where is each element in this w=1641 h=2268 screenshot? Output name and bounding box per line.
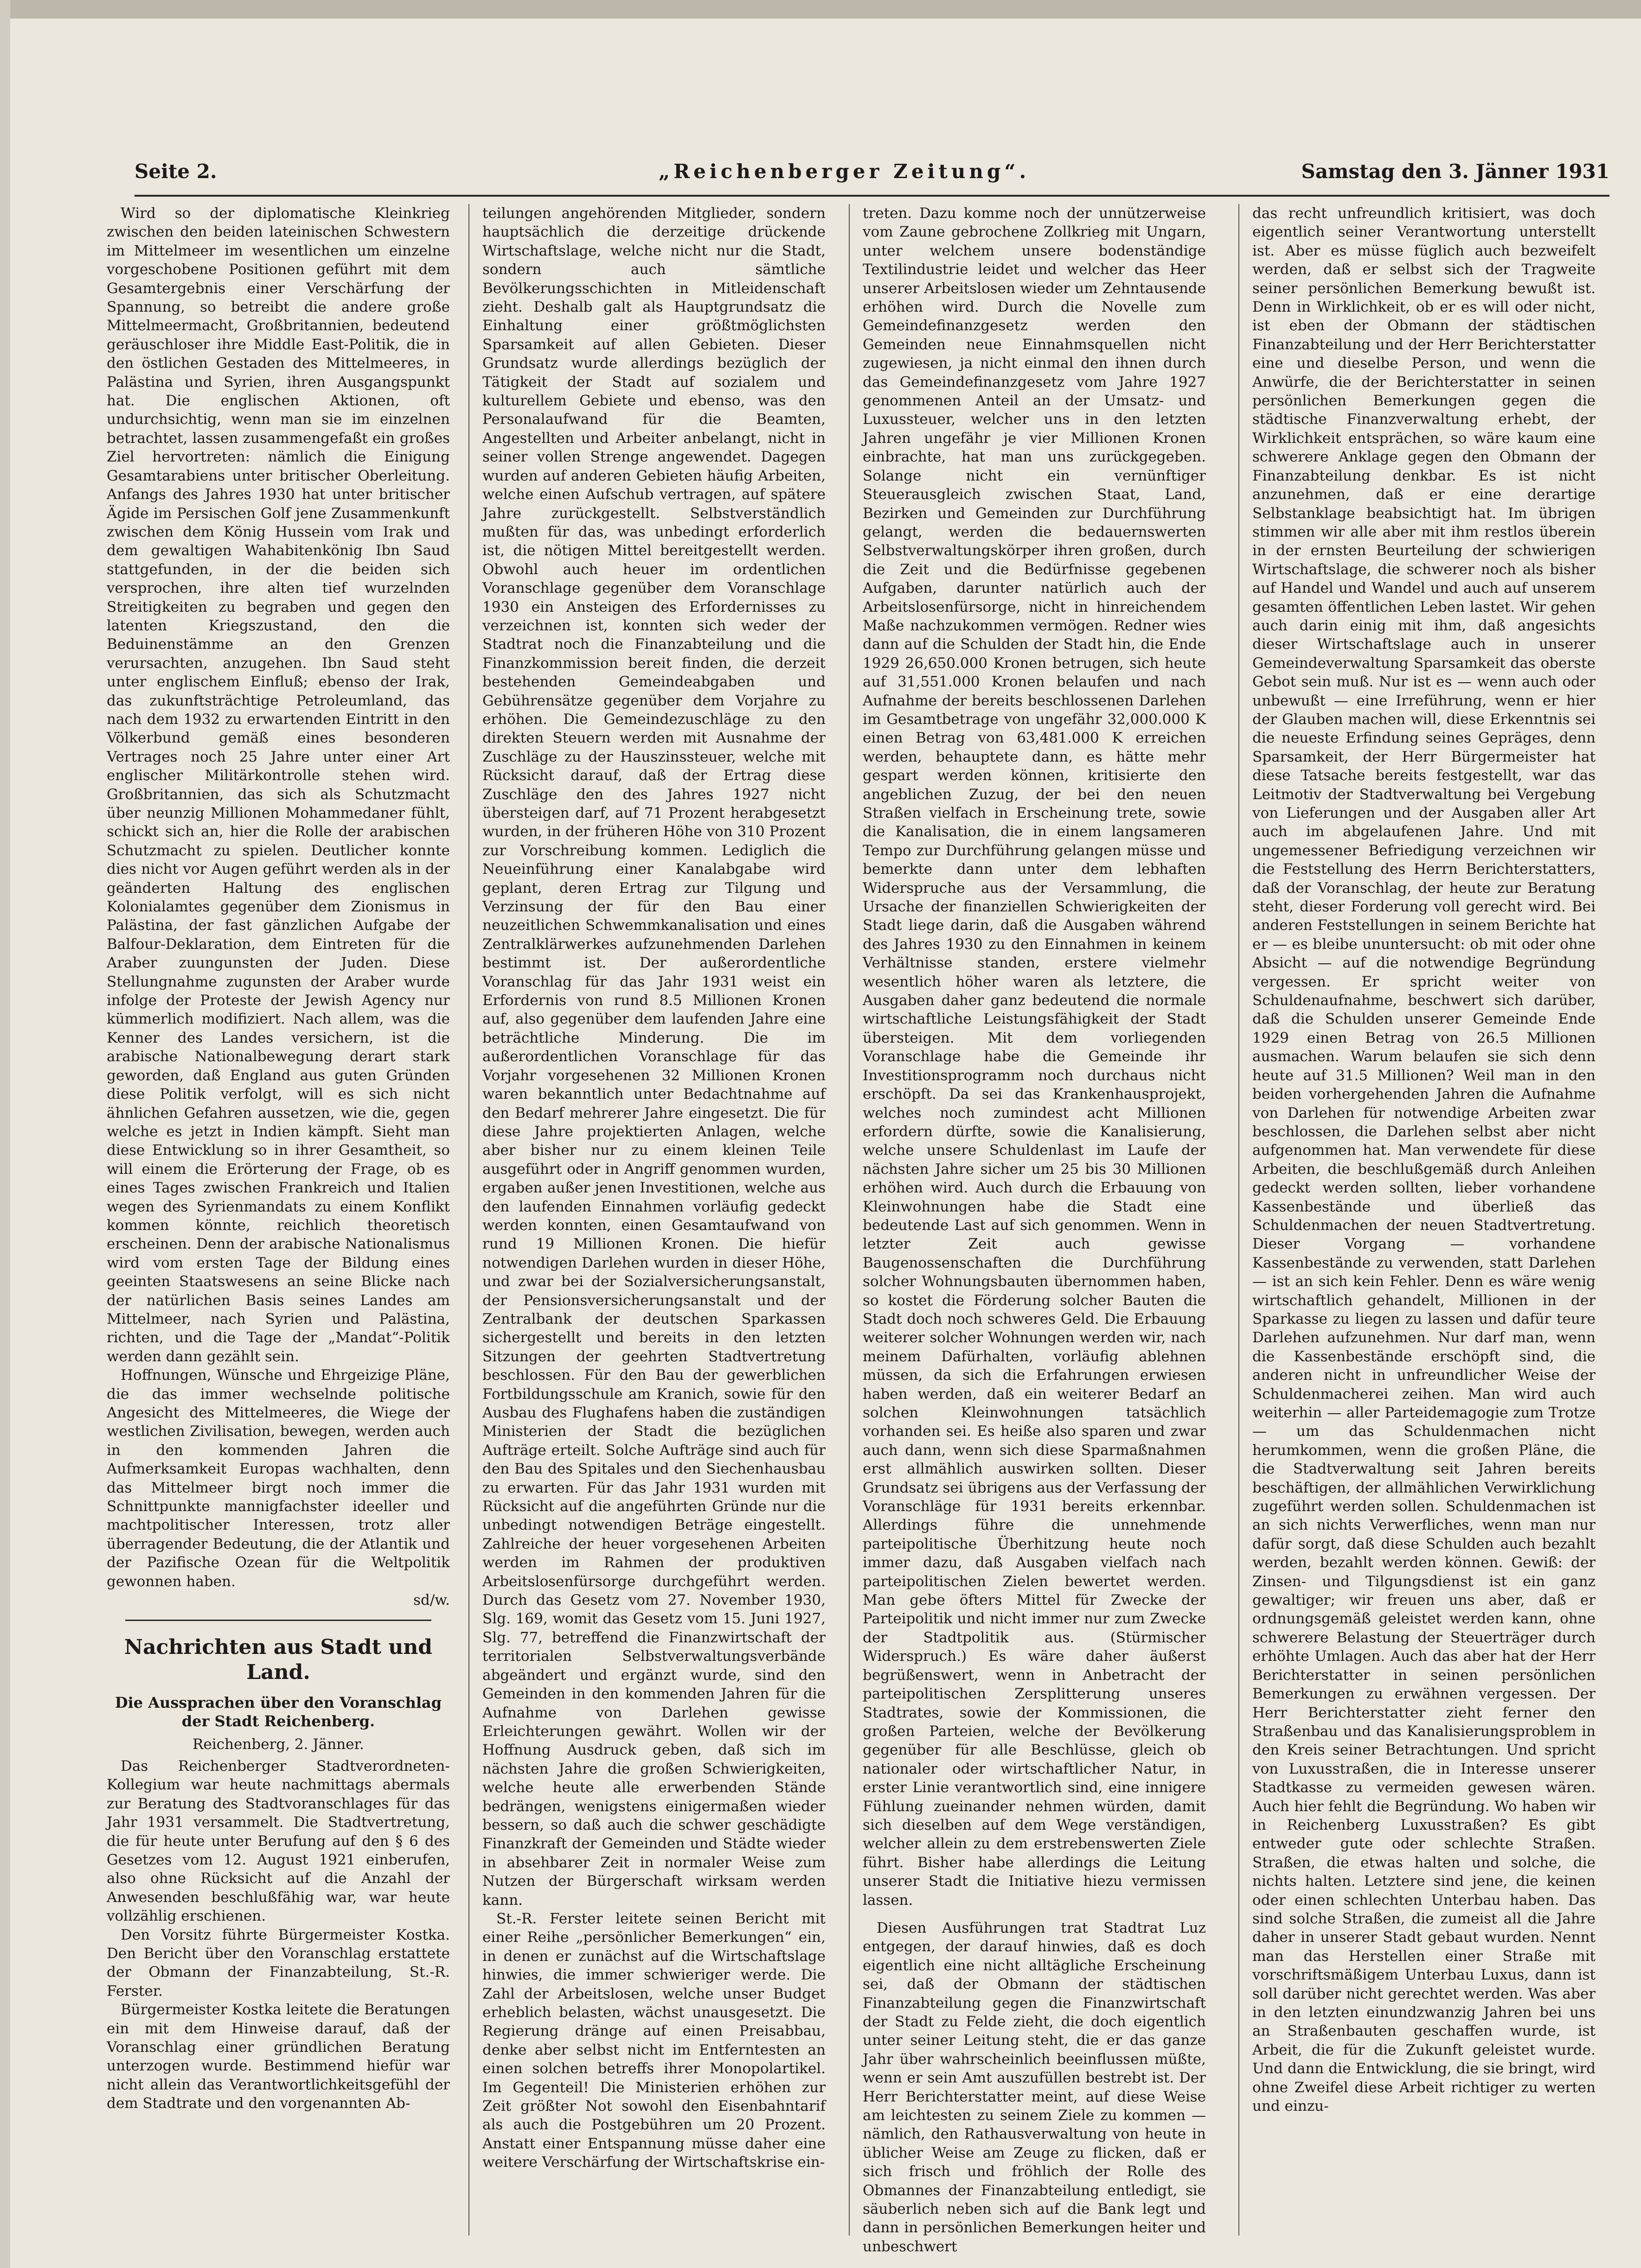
scan-edge-top (0, 0, 1641, 19)
column-1 (107, 204, 450, 2236)
column-divider (1238, 204, 1239, 2236)
section-title: Nachrichten aus Stadt und Land. (124, 1635, 433, 1685)
page-header (135, 160, 1609, 192)
article-paragraph: Das Reichenberger Stadtverordneten-Kollegium war heute nachmittags abermals zur Beratung des Stadtvoranschlages für das Jahr 1931 versammelt. Die Stadtvertretung, die für heute unter Berufung auf den § 6 des Gesetzes vom 12. August 1921 einberufen, also ohne Rücksicht auf die Anzahl der Anwesenden beschlußfähig war, war heute vollzählig erschienen. (107, 1757, 450, 1925)
column-divider (468, 204, 469, 2236)
column-4 (1252, 204, 1596, 2236)
article-headline: Die Aussprachen über den Voranschlag der Stadt Reichenberg. (115, 1694, 442, 1730)
article-paragraph: Den Vorsitz führte Bürgermeister Kostka. Den Bericht über den Voranschlag erstattete der Obmann der Finanzabteilung, St.-R. Ferster. (107, 1926, 450, 1999)
column-divider (849, 204, 850, 2236)
dateline: Reichenberg, 2. Jänner. (192, 1736, 364, 1753)
article-paragraph: Diesen Ausführungen trat Stadtrat Luz entgegen, der darauf hinwies, daß es doch eigentlich eine nicht alltägliche Erscheinung sei, daß der Obmann der städtischen Finanzabteilung gegen die Finanzwirtschaft der Stadt zu Felde zieht, die doch eigentlich unter seiner Leitung steht, die er das ganze Jahr über wahrscheinlich beeinflussen müßte, wenn er sein Amt auszufüllen bestrebt ist. Der Herr Berichterstatter meint, auf diese Weise am leichtesten zu seinem Ziele zu kommen — nämlich, den Rathausverwaltung von heute in üblicher Weise am Zeuge zu flicken, daß er sich frisch und fröhlich der Rolle des Obmannes der Finanzabteilung entledigt, sie säuberlich neben sich auf die Bank legt und dann in persönlichen Bemerkungen heiter und unbeschwert (863, 1919, 1206, 2255)
page-number: Seite 2. (135, 160, 217, 183)
column-3 (863, 204, 1206, 2255)
scan-edge-left (0, 0, 10, 2268)
article-paragraph: das recht unfreundlich kritisiert, was doch eigentlich seiner Verantwortung unterstellt ist. Aber es müsse füglich auch bezweifelt werden, daß er selbst sich der Tragweite seiner persönlichen Bemerkung bewußt ist. Denn in Wirklichkeit, ob er es will oder nicht, ist eben der Obmann der städtischen Finanzabteilung und der Herr Berichterstatter eine und dieselbe Person, und wenn die Anwürfe, die der Berichterstatter in seinen persönlichen Bemerkungen gegen die städtische Finanzverwaltung erhebt, der Wirklichkeit entsprächen, so wäre kaum eine schwerere Anklage gegen den Obmann der Finanzabteilung denkbar. Es ist nicht anzunehmen, daß er eine derartige Selbstanklage beabsichtigt hat. Im übrigen stimmen wir alle aber mit ihm restlos überein in der ernsten Beurteilung der schwierigen Wirtschaftslage, die schwerer noch als bisher auf Handel und Wandel und auch auf unserem gesamten öffentlichen Leben lastet. Wir gehen auch darin einig mit ihm, daß angesichts dieser Wirtschaftslage auch in unserer Gemeindeverwaltung Sparsamkeit das oberste Gebot sein muß. Nur ist es — wenn auch oder unbewußt — eine Irreführung, wenn er hier der Glauben machen will, diese Erkenntnis sei die neueste Erfindung seines Gepräges, denn Sparsamkeit, der Herr Bürgermeister hat diese Tatsache bereits festgestellt, war das Leitmotiv der Stadtverwaltung bei Vergebung von Lieferungen und der Ausgaben aller Art auch im abgelaufenen Jahre. Und mit ungemessener Befriedigung verzeichnen wir die Feststellung des Herrn Berichterstatters, daß der Voranschlag, der heute zur Beratung steht, dieser Forderung voll gerecht wird. Bei anderen Feststellungen in seinem Berichte hat er — es bleibe ununtersucht: ob mit oder ohne Absicht — auf die notwendige Begründung vergessen. Er spricht weiter von Schuldenaufnahme, beschwert sich darüber, daß die Schulden unserer Gemeinde Ende 1929 einen Betrag von 26.5 Millionen ausmachen. Warum belaufen sie sich denn heute auf 31.5 Millionen? Weil man in den beiden vorhergehenden Jahren die Aufnahme von Darlehen für notwendige Arbeiten zwar beschlossen, die Darlehen selbst aber nicht aufgenommen hat. Man verwendete für diese Arbeiten, die beschlußgemäß durch Anleihen gedeckt werden sollten, lieber vorhandene Kassenbestände und überließ das Schuldenmachen der neuen Stadtvertretung. Dieser Vorgang — vorhandene Kassenbestände zu verwenden, statt Darlehen — ist an sich kein Fehler. Denn es wäre wenig wirtschaftlich gehandelt, Millionen in der Sparkasse zu liegen zu lassen und dafür teure Darlehen aufzunehmen. Nur darf man, wenn die Kassenbestände erschöpft sind, die anderen nicht in unfreundlicher Weise der Schuldenmacherei zeihen. Man wird auch weiterhin — aller Parteidemagogie zum Trotze — um das Schuldenmachen nicht herumkommen, wenn die großen Pläne, die die Stadtverwaltung seit Jahren bereits beschäftigen, der allmählichen Verwirklichung zugeführt werden sollen. Schuldenmachen ist an sich nichts Verwerfliches, wenn man nur dafür sorgt, daß diese Schulden auch bezahlt werden, bezahlt werden können. Gewiß: der Zinsen- und Tilgungsdienst ist ein ganz gewaltiger; wir freuen uns aber, daß er ordnungsgemäß geleistet werden kann, ohne schwerere Belastung der Steuerträger durch erhöhte Umlagen. Auch das aber hat der Herr Berichterstatter in seinen persönlichen Bemerkungen zu erwähnen vergessen. Der Herr Berichterstatter zieht ferner den Straßenbau und das Kanalisierungsproblem in den Kreis seiner Betrachtungen. Und spricht von Luxusstraßen, die in Interesse unserer Stadtkasse zu vermeiden gewesen wären. Auch hier fehlt die Begründung. Wo haben wir in Reichenberg Luxusstraßen? Es gibt entweder gute oder schlechte Straßen. Straßen, die etwas halten und solche, die nichts halten. Letztere sind jene, die keinen oder einen schlechten Unterbau haben. Das sind solche Straßen, die zumeist all die Jahre daher in unserer Stadt gebaut wurden. Nennt man das Herstellen einer Straße mit vorschriftsmäßigem Unterbau Luxus, dann ist soll darüber nicht gerechtet werden. Was aber in den letzten einundzwanzig Jahren bei uns an Straßenbauten geschaffen wurde, ist Arbeit, die für die Zukunft geleistet wurde. Und dann die Entwicklung, die sie bringt, wird ohne Zweifel diese Arbeit richtiger zu werten und einzu- (1252, 205, 1596, 2115)
column-2 (482, 204, 826, 2236)
article-paragraph: Hoffnungen, Wünsche und Ehrgeizige Pläne, die das immer wechselnde politische Angesicht des Mittelmeeres, die Wiege der westlichen Zivilisation, bewegen, werden auch in den kommenden Jahren die Aufmerksamkeit Europas wachhalten, denn das Mittelmeer birgt noch immer die Schnittpunkte mannigfachster ideeller und machtpolitischer Interessen, trotz aller überragender Bedeutung, die der Atlantik und der Pazifische Ozean für die Weltpolitik gewonnen haben. (107, 1367, 450, 1590)
article-paragraph: Bürgermeister Kostka leitete die Beratungen ein mit dem Hinweise darauf, daß der Voranschlag einer gründlichen Beratung unterzogen wurde. Bestimmend hiefür war nicht allein das Verantwortlichkeitsgefühl der dem Stadtrate und den vorgenannten Ab- (107, 2001, 450, 2112)
article-paragraph: Wird so der diplomatische Kleinkrieg zwischen den beiden lateinischen Schwestern im Mittelmeer im wesentlichen um einzelne vorgeschobene Positionen geführt mit dem Gesamtergebnis einer Verschärfung der Spannung, so betreibt die andere große Mittelmeermacht, Großbritannien, bedeutend geräuschloser ihre Middle East-Politik, die in den östlichen Gestaden des Mittelmeeres, in Palästina und Syrien, ihren Ausgangspunkt hat. Die englischen Aktionen, oft undurchsichtig, wenn man sie im einzelnen betrachtet, lassen zusammengefaßt ein großes Ziel hervortreten: nämlich die Einigung Gesamtarabiens unter britischer Oberleitung. Anfangs des Jahres 1930 hat unter britischer Ägide im Persischen Golf jene Zusammenkunft zwischen dem König Hussein vom Irak und dem gewaltigen Wahabitenkönig Ibn Saud stattgefunden, in der die beiden sich versprochen, ihre alten tief wurzelnden Streitigkeiten zu begraben und gegen den latenten Kriegszustand, den die Beduinenstämme an den Grenzen verursachten, anzugehen. Ibn Saud steht unter englischem Einfluß; ebenso der Irak, das zukunftsträchtige Petroleumland, das nach dem 1932 zu erwartenden Eintritt in den Völkerbund gemäß eines besonderen Vertrages noch 25 Jahre unter einer Art englischer Militärkontrolle stehen wird. Großbritannien, das sich als Schutzmacht über neunzig Millionen Mohammedaner fühlt, schickt sich an, hier die Rolle der arabischen Schutzmacht zu spielen. Deutlicher konnte dies nicht vor Augen geführt werden als in der geänderten Haltung des englischen Kolonialamtes gegenüber dem Zionismus in Palästina, der fast gänzlichen Aufgabe der Balfour-Deklaration, dem Eintreten für die Araber zuungunsten der Juden. Diese Stellungnahme zugunsten der Araber wurde infolge der Proteste der Jewish Agency nur kümmerlich modifiziert. Nach allem, was die Kenner des Landes versichern, ist die arabische Nationalbewegung derart stark geworden, daß England aus guten Gründen diese Politik verfolgt, will es sich nicht ähnlichen Gefahren aussetzen, wie die, gegen welche es jetzt in Indien kämpft. Sieht man diese Entwicklung so in ihrer Gesamtheit, so will einem die Erörterung der Frage, ob es eines Tages zwischen Frankreich und Italien wegen des Syrienmandats zu einem Konflikt kommen könnte, reichlich theoretisch erscheinen. Denn der arabische Nationalismus wird vom ersten Tage der Bildung eines geeinten Staatswesens an seine Blicke nach der natürlichen Basis seines Landes am Mittelmeer, nach Syrien und Palästina, richten, und die Tage der „Mandat“-Politik werden dann gezählt sein. (107, 205, 450, 1365)
section-rule (125, 1620, 431, 1621)
issue-date: Samstag den 3. Jänner 1931 (1301, 160, 1609, 183)
article-paragraph: teilungen angehörenden Mitglieder, sondern hauptsächlich die derzeitige drückende Wirtschaftslage, welche nicht nur die Stadt, sondern auch sämtliche Bevölkerungsschichten in Mitleidenschaft zieht. Deshalb galt als Hauptgrundsatz die Einhaltung einer größtmöglichsten Sparsamkeit auf allen Gebieten. Dieser Grundsatz wurde allerdings bezüglich der Tätigkeit der Stadt auf sozialem und kulturellem Gebiete und ebenso, was den Personalaufwand für die Beamten, Angestellten und Arbeiter anbelangt, nicht in seiner vollen Strenge angewendet. Dagegen wurden auf anderen Gebieten häufig Arbeiten, welche einen Aufschub vertragen, auf spätere Jahre zurückgestellt. Selbstverständlich mußten für das, was unbedingt erforderlich ist, die nötigen Mittel bereitgestellt werden. Obwohl auch heuer im ordentlichen Voranschlage gegenüber dem Voranschlage 1930 ein Ansteigen des Erfordernisses zu verzeichnen ist, konnten sich weder der Stadtrat noch die Finanzabteilung und die Finanzkommission bereit finden, die derzeit bestehenden Gemeindeabgaben und Gebührensätze gegenüber dem Vorjahre zu erhöhen. Die Gemeindezuschläge zu den direkten Steuern werden mit Ausnahme der Zuschläge zu der Hauszinssteuer, welche mit Rücksicht darauf, daß der Ertrag diese Zuschläge den des Jahres 1927 nicht übersteigen darf, auf 71 Prozent herabgesetzt wurden, in der früheren Höhe von 310 Prozent zur Vorschreibung kommen. Lediglich die Neueinführung einer Kanalabgabe wird geplant, deren Ertrag zur Tilgung und Verzinsung der für den Bau einer neuzeitlichen Schwemmkanalisation und eines Zentralklärwerkes aufzunehmenden Darlehen bestimmt ist. Der außerordentliche Voranschlag für das Jahr 1931 weist ein Erfordernis von rund 8.5 Millionen Kronen auf, also gegenüber dem laufenden Jahre eine beträchtliche Minderung. Die im außerordentlichen Voranschlage für das Vorjahr vorgesehenen 32 Millionen Kronen waren bekanntlich unter Bedachtnahme auf den Bedarf mehrerer Jahre eingesetzt. Die für diese Jahre projektierten Anlagen, welche aber bisher nur zu einem kleinen Teile ausgeführt oder in Angriff genommen wurden, ergaben außer jenen Investitionen, welche aus den laufenden Einnahmen vorläufig gedeckt werden konnten, einen Gesamtaufwand von rund 19 Millionen Kronen. Die hiefür notwendigen Darlehen wurden in dieser Höhe, und zwar bei der Sozialversicherungsanstalt, der Pensionsversicherungsanstalt und der Zentralbank der deutschen Sparkassen sichergestellt und bereits in den letzten Sitzungen der geehrten Stadtvertretung beschlossen. Für den Bau der gewerblichen Fortbildungsschule am Kranich, sowie für den Ausbau des Flughafens haben die zuständigen Ministerien der Stadt die bezüglichen Aufträge erteilt. Solche Aufträge sind auch für den Bau des Spitales und den Siechenhausbau zu erwarten. Für das Jahr 1931 wurden mit Rücksicht auf die angeführten Gründe nur die unbedingt notwendigen Beträge eingestellt. Zahlreiche der heuer vorgesehenen Arbeiten werden im Rahmen der produktiven Arbeitslosenfürsorge durchgeführt werden. Durch das Gesetz vom 27. November 1930, Slg. 169, womit das Gesetz vom 15. Juni 1927, Slg. 77, betreffend die Finanzwirtschaft der territorialen Selbstverwaltungsverbände abgeändert und ergänzt wurde, sind den Gemeinden in den kommenden Jahren für die Aufnahme von Darlehen gewisse Erleichterungen gewährt. Wollen wir der Hoffnung Ausdruck geben, daß sich im nächsten Jahre die großen Schwierigkeiten, welche heute alle erwerbenden Stände bedrängen, wenigstens einigermaßen wieder bessern, so daß auch die schwer geschädigte Finanzkraft der Gemeinden und Städte wieder in absehbarer Zeit in normaler Weise zum Nutzen der Bürgerschaft wirksam werden kann. (482, 205, 826, 1909)
header-rule (135, 195, 1609, 197)
article-paragraph: St.-R. Ferster leitete seinen Bericht mit einer Reihe „persönlicher Bemerkungen“ ein, in denen er zunächst auf die Wirtschaftslage hinwies, die immer schwieriger werde. Die Zahl der Arbeitslosen, welche unser Budget erheblich belasten, wächst unausgesetzt. Die Regierung dränge auf einen Preisabbau, denke aber selbst nicht im Entferntesten an einen solchen betreffs ihrer Monopolartikel. Im Gegenteil! Die Ministerien erhöhen zur Zeit größter Not sowohl den Eisenbahntarif als auch die Postgebühren um 20 Prozent. Anstatt einer Entspannung müsse daher eine weitere Verschärfung der Wirtschaftskrise ein- (482, 1910, 826, 2171)
newspaper-title: „Reichenberger Zeitung“. (659, 160, 1030, 183)
author-signature: sd/w. (413, 1592, 450, 1609)
article-paragraph: treten. Dazu komme noch der unnützerweise vom Zaune gebrochene Zollkrieg mit Ungarn, unter welchem unsere bodenständige Textilindustrie leidet und welcher das Heer unserer Arbeitslosen wieder um Zehntausende erhöhen wird. Durch die Novelle zum Gemeindefinanzgesetz werden den Gemeinden neue Einnahmsquellen nicht zugewiesen, ja nicht einmal den ihnen durch das Gemeindefinanzgesetz vom Jahre 1927 genommenen Anteil an der Umsatz- und Luxussteuer, welcher uns in den letzten Jahren ungefähr je vier Millionen Kronen einbrachte, hat man uns zurückgegeben. Solange nicht ein vernünftiger Steuerausgleich zwischen Staat, Land, Bezirken und Gemeinden zur Durchführung gelangt, werden die bedauernswerten Selbstverwaltungskörper ihren großen, durch die Zeit und die Bedürfnisse gegebenen Aufgaben, darunter natürlich auch der Arbeitslosenfürsorge, nicht in hinreichendem Maße nachzukommen vermögen. Redner wies dann auf die Schulden der Stadt hin, die Ende 1929 26,650.000 Kronen betrugen, sich heute auf 31,551.000 Kronen belaufen und nach Aufnahme der bereits beschlossenen Darlehen im Gesamtbetrage von ungefähr 32,000.000 K einen Betrag von 63,481.000 K erreichen werden, behauptete dann, es hätte mehr gespart werden können, kritisierte den angeblichen Zuzug, der bei den neuen Straßen vielfach in Erscheinung trete, sowie die Kanalisation, die in einem langsameren Tempo zur Durchführung gelangen müsse und bemerkte dann unter dem lebhaften Widerspruche aus der Versammlung, die Ursache der finanziellen Schwierigkeiten der Stadt liege darin, daß die Ausgaben während des Jahres 1930 zu den Einnahmen in keinem Verhältnisse standen, erstere vielmehr wesentlich höher waren als letztere, die Ausgaben daher ganz bedeutend die normale wirtschaftliche Leistungsfähigkeit der Stadt übersteigen. Mit dem vorliegenden Voranschlage habe die Gemeinde ihr Investitionsprogramm noch durchaus nicht erschöpft. Da sei das Krankenhausprojekt, welches noch zumindest acht Millionen erfordern dürfte, sowie die Kanalisierung, welche unsere Schuldenlast im Laufe der nächsten Jahre sicher um 25 bis 30 Millionen erhöhen wird. Auch durch die Erbauung von Kleinwohnungen habe die Stadt eine bedeutende Last auf sich genommen. Wenn in letzter Zeit auch gewisse Baugenossenschaften die Durchführung solcher Wohnungsbauten übernommen haben, so kostet die Förderung solcher Bauten die Stadt doch noch schweres Geld. Die Erbauung weiterer solcher Wohnungen werden wir, nach meinem Dafürhalten, vorläufig ablehnen müssen, da sich die Erfahrungen erwiesen haben werden, daß ein weiterer Bedarf an solchen Kleinwohnungen tatsächlich vorhanden sei. Es heiße also sparen und zwar auch dann, wenn sich diese Sparmaßnahmen erst allmählich auswirken sollten. Dieser Grundsatz sei übrigens aus der Verfassung der Voranschläge für 1931 bereits erkennbar. Allerdings führe die unnehmende parteipolitische Überhitzung heute noch immer dazu, daß Ausgaben vielfach nach parteipolitischen Zielen bewertet werden. Man gebe öfters Mittel für Zwecke der Parteipolitik und nicht immer nur zum Zwecke der Stadtpolitik aus. (Stürmischer Widerspruch.) Es wäre daher äußerst begrüßenswert, wenn in Anbetracht der parteipolitischen Zersplitterung unseres Stadtrates, sowie der Kommissionen, die großen Parteien, welche der Bevölkerung gegenüber für alle Beschlüsse, gleich ob nationaler oder wirtschaftlicher Natur, in erster Linie verantwortlich sind, eine innigere Fühlung zueinander nehmen würden, damit sich dieselben auf dem Wege verständigen, welcher allein zu dem erstrebenswerten Ziele führt. Bisher habe allerdings die Leitung unserer Stadt die Initiative hiezu vermissen lassen. (863, 205, 1206, 1909)
